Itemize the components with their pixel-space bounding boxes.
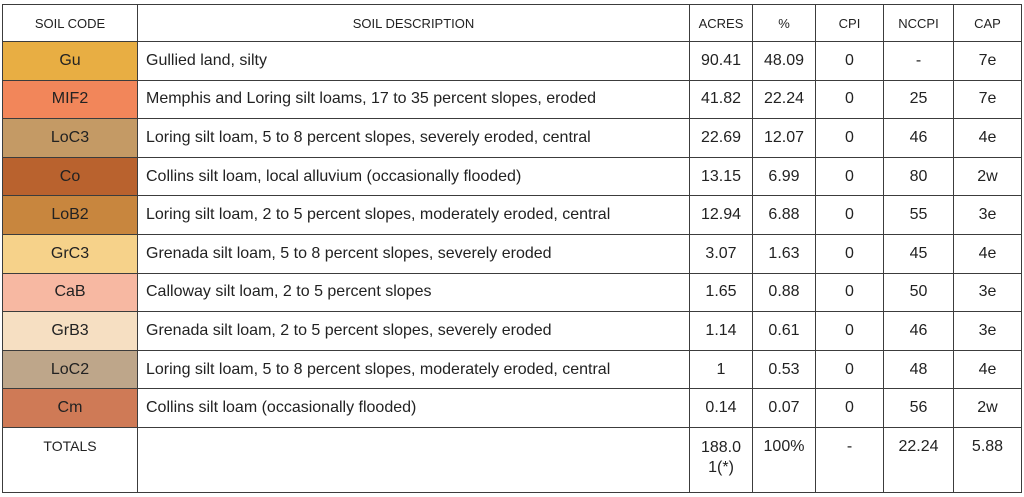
header-cpi: CPI: [816, 5, 884, 42]
soil-description-cell: Grenada silt loam, 5 to 8 percent slopes, severely eroded: [138, 234, 690, 273]
cpi-cell: 0: [816, 42, 884, 81]
acres-cell: 22.69: [690, 119, 753, 158]
soil-code-cell: GrC3: [3, 234, 138, 273]
cap-cell: 2w: [954, 389, 1022, 428]
nccpi-cell: 46: [884, 312, 954, 351]
table-row: [3, 196, 1022, 235]
soil-table: [2, 4, 1022, 493]
percent-cell: 0.88: [753, 273, 816, 312]
nccpi-cell: 45: [884, 234, 954, 273]
table-row: [3, 80, 1022, 119]
acres-cell: 1.14: [690, 312, 753, 351]
nccpi-cell: 55: [884, 196, 954, 235]
cpi-cell: 0: [816, 196, 884, 235]
cap-cell: 4e: [954, 119, 1022, 158]
header-soil-code: SOIL CODE: [3, 5, 138, 42]
totals-percent: 100%: [753, 428, 816, 493]
totals-cpi: -: [816, 428, 884, 493]
soil-description-cell: Loring silt loam, 2 to 5 percent slopes, moderately eroded, central: [138, 196, 690, 235]
cap-cell: 3e: [954, 196, 1022, 235]
cpi-cell: 0: [816, 157, 884, 196]
acres-cell: 12.94: [690, 196, 753, 235]
header-nccpi: NCCPI: [884, 5, 954, 42]
percent-cell: 0.07: [753, 389, 816, 428]
soil-code-cell: LoC3: [3, 119, 138, 158]
acres-cell: 3.07: [690, 234, 753, 273]
table-body: [3, 42, 1022, 428]
soil-code-cell: LoC2: [3, 350, 138, 389]
soil-description-cell: Loring silt loam, 5 to 8 percent slopes, moderately eroded, central: [138, 350, 690, 389]
cap-cell: 2w: [954, 157, 1022, 196]
soil-description-cell: Memphis and Loring silt loams, 17 to 35 percent slopes, eroded: [138, 80, 690, 119]
cpi-cell: 0: [816, 273, 884, 312]
soil-description-cell: Calloway silt loam, 2 to 5 percent slopes: [138, 273, 690, 312]
percent-cell: 6.88: [753, 196, 816, 235]
soil-description-cell: Grenada silt loam, 2 to 5 percent slopes, severely eroded: [138, 312, 690, 351]
table-row: [3, 42, 1022, 81]
cap-cell: 4e: [954, 350, 1022, 389]
table-row: [3, 389, 1022, 428]
percent-cell: 0.61: [753, 312, 816, 351]
soil-description-cell: Gullied land, silty: [138, 42, 690, 81]
header-cap: CAP: [954, 5, 1022, 42]
soil-code-cell: GrB3: [3, 312, 138, 351]
cap-cell: 7e: [954, 42, 1022, 81]
table-row: [3, 312, 1022, 351]
soil-code-cell: Co: [3, 157, 138, 196]
table-row: [3, 234, 1022, 273]
soil-code-cell: Cm: [3, 389, 138, 428]
acres-cell: 1: [690, 350, 753, 389]
cpi-cell: 0: [816, 350, 884, 389]
cpi-cell: 0: [816, 312, 884, 351]
soil-code-cell: CaB: [3, 273, 138, 312]
soil-code-cell: LoB2: [3, 196, 138, 235]
totals-acres-line2: 1(*): [708, 459, 734, 476]
header-percent: %: [753, 5, 816, 42]
acres-cell: 41.82: [690, 80, 753, 119]
soil-description-cell: Collins silt loam, local alluvium (occasionally flooded): [138, 157, 690, 196]
nccpi-cell: 25: [884, 80, 954, 119]
cpi-cell: 0: [816, 389, 884, 428]
header-soil-description: SOIL DESCRIPTION: [138, 5, 690, 42]
cap-cell: 4e: [954, 234, 1022, 273]
totals-acres: [690, 428, 753, 493]
nccpi-cell: 46: [884, 119, 954, 158]
acres-cell: 0.14: [690, 389, 753, 428]
nccpi-cell: 48: [884, 350, 954, 389]
header-row: [3, 5, 1022, 42]
totals-nccpi: 22.24: [884, 428, 954, 493]
cap-cell: 3e: [954, 312, 1022, 351]
soil-description-cell: Loring silt loam, 5 to 8 percent slopes, severely eroded, central: [138, 119, 690, 158]
cpi-cell: 0: [816, 234, 884, 273]
soil-description-cell: Collins silt loam (occasionally flooded): [138, 389, 690, 428]
cap-cell: 7e: [954, 80, 1022, 119]
percent-cell: 22.24: [753, 80, 816, 119]
header-acres: ACRES: [690, 5, 753, 42]
percent-cell: 12.07: [753, 119, 816, 158]
totals-row: [3, 428, 1022, 493]
cpi-cell: 0: [816, 80, 884, 119]
table-row: [3, 350, 1022, 389]
table-row: [3, 157, 1022, 196]
nccpi-cell: 56: [884, 389, 954, 428]
nccpi-cell: 80: [884, 157, 954, 196]
totals-acres-line1: 188.0: [700, 439, 742, 456]
percent-cell: 6.99: [753, 157, 816, 196]
soil-code-cell: Gu: [3, 42, 138, 81]
acres-cell: 13.15: [690, 157, 753, 196]
totals-description: [138, 428, 690, 493]
totals-cap: 5.88: [954, 428, 1022, 493]
acres-cell: 1.65: [690, 273, 753, 312]
cpi-cell: 0: [816, 119, 884, 158]
totals-label: TOTALS: [3, 428, 138, 493]
table-row: [3, 119, 1022, 158]
percent-cell: 48.09: [753, 42, 816, 81]
percent-cell: 0.53: [753, 350, 816, 389]
table-row: [3, 273, 1022, 312]
soil-code-cell: MIF2: [3, 80, 138, 119]
cap-cell: 3e: [954, 273, 1022, 312]
percent-cell: 1.63: [753, 234, 816, 273]
acres-cell: 90.41: [690, 42, 753, 81]
nccpi-cell: -: [884, 42, 954, 81]
nccpi-cell: 50: [884, 273, 954, 312]
